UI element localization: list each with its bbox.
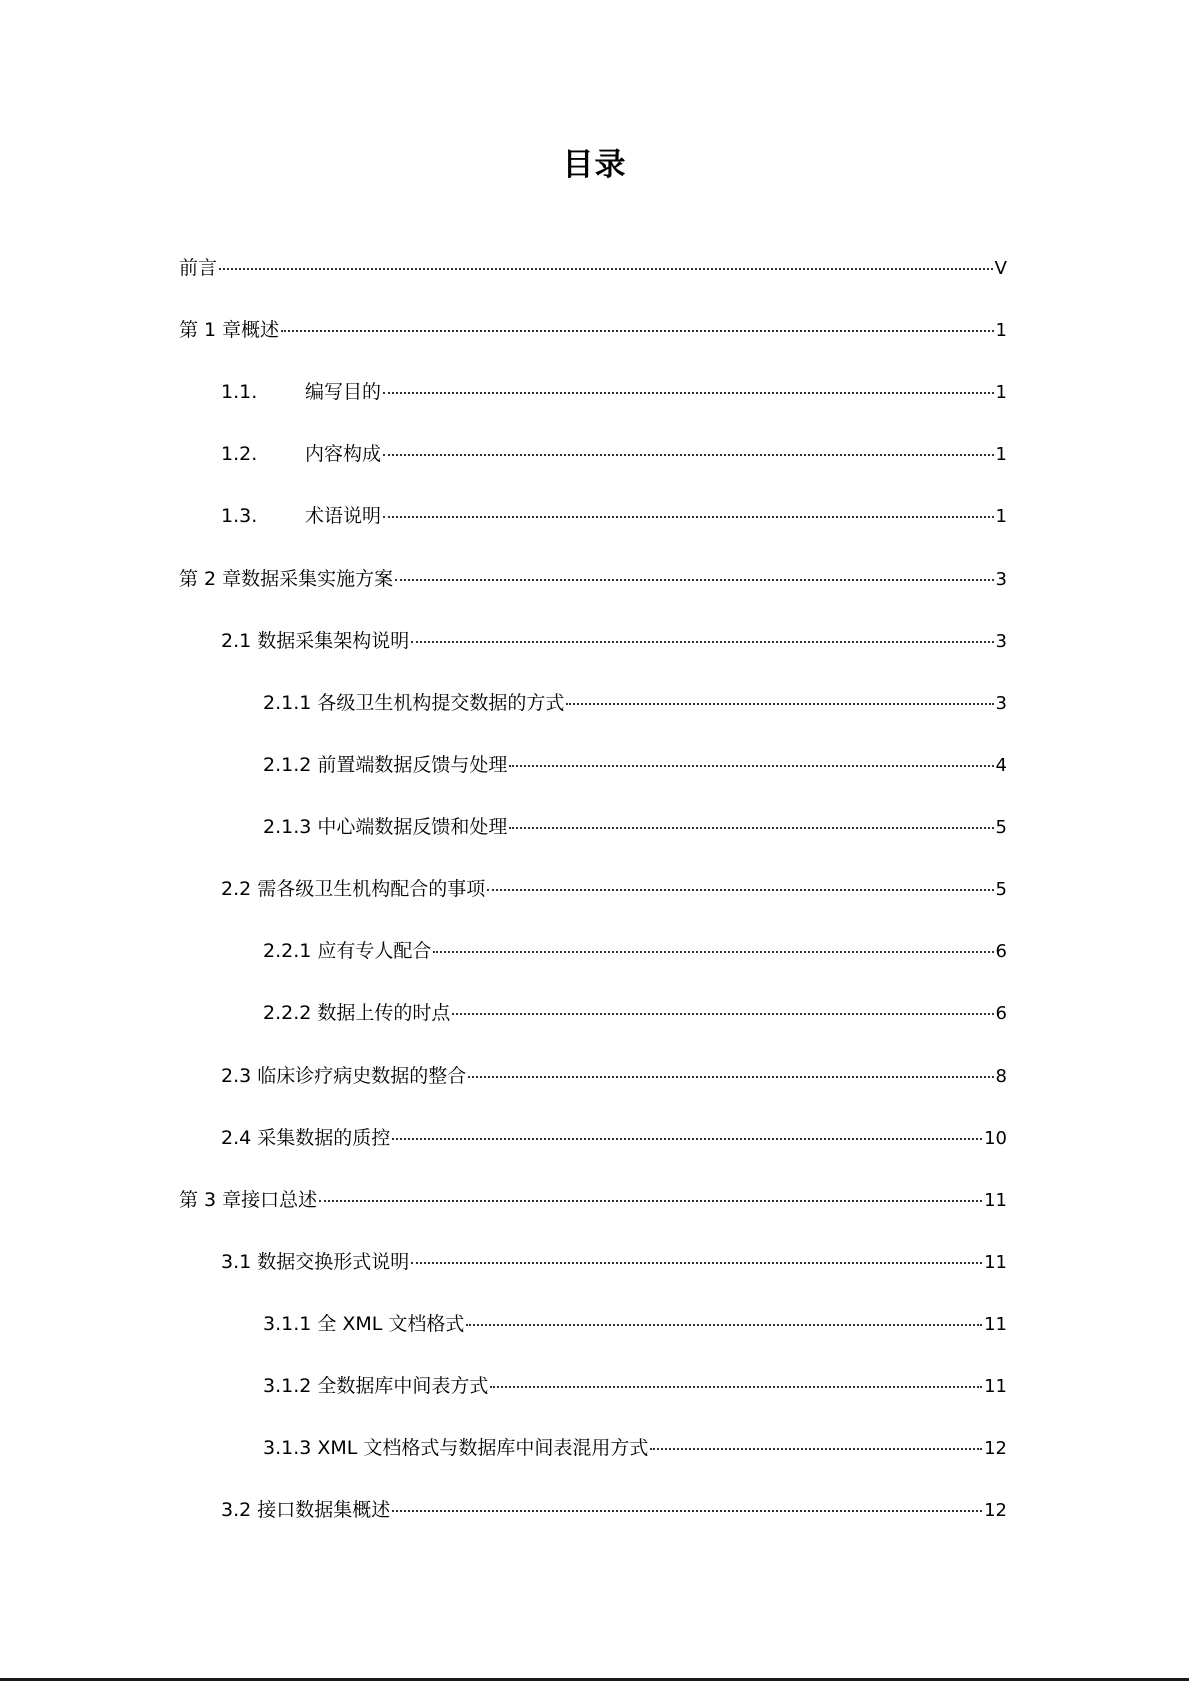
toc-entry-3-2[interactable] [221, 1497, 1007, 1523]
toc-entry-number: 2.1 [221, 630, 252, 652]
toc-entry-number: 第 1 章 [179, 319, 242, 341]
toc-dot-leader [650, 1448, 982, 1450]
toc-entry-number: 2.2.2 [263, 1002, 312, 1024]
toc-dot-leader [319, 1200, 982, 1202]
toc-entry-number: 2.1.1 [263, 692, 312, 714]
toc-dot-leader [383, 516, 994, 518]
toc-entry-number: 2.3 [221, 1065, 252, 1087]
toc-entry-2-2-2[interactable] [263, 1000, 1007, 1026]
toc-page-number: 11 [984, 1314, 1007, 1335]
toc-entry-text: 中心端数据反馈和处理 [317, 816, 508, 838]
toc-page-number: 1 [995, 382, 1007, 403]
toc-entry-number: 3.1.2 [263, 1375, 312, 1397]
toc-dot-leader [487, 889, 993, 891]
toc-entry-chapter-2[interactable] [179, 566, 1007, 592]
toc-dot-leader [281, 330, 993, 332]
toc-page-number: 11 [984, 1376, 1007, 1397]
toc-entry-2-3[interactable] [221, 1063, 1007, 1089]
toc-entry-number: 2.1.3 [263, 816, 312, 838]
toc-entry-number: 第 2 章 [179, 568, 242, 590]
toc-dot-leader [452, 1013, 993, 1015]
toc-entry-text: XML 文档格式与数据库中间表混用方式 [317, 1437, 649, 1459]
toc-dot-leader [466, 1324, 982, 1326]
toc-entry-number: 3.1.1 [263, 1313, 312, 1335]
toc-entry-3-1-1[interactable] [263, 1311, 1007, 1337]
toc-page-number: 10 [984, 1128, 1007, 1149]
toc-dot-leader [433, 951, 993, 953]
toc-dot-leader [490, 1386, 982, 1388]
toc-page-number: 11 [984, 1252, 1007, 1273]
toc-entry-3-1[interactable] [221, 1249, 1007, 1275]
toc-entry-number: 3.1 [221, 1251, 252, 1273]
toc-entry-2-1-2[interactable] [263, 752, 1007, 778]
toc-entry-number: 3.2 [221, 1499, 252, 1521]
toc-entry-text: 内容构成 [305, 443, 382, 465]
toc-entry-number: 1.3. [221, 505, 258, 527]
toc-entry-text: 全数据库中间表方式 [317, 1375, 489, 1397]
toc-page-number: V [994, 258, 1007, 279]
toc-entry-text: 全 XML 文档格式 [317, 1313, 465, 1335]
toc-entry-number: 1.2. [221, 443, 258, 465]
toc-dot-leader [392, 1138, 982, 1140]
toc-page-number: 4 [995, 755, 1007, 776]
toc-dot-leader [383, 392, 994, 394]
toc-dot-leader [411, 1262, 982, 1264]
toc-entry-text: 数据交换形式说明 [257, 1251, 410, 1273]
toc-page-number: 3 [995, 631, 1007, 652]
toc-entry-number: 2.1.2 [263, 754, 312, 776]
toc-entry-preface[interactable] [179, 255, 1007, 281]
toc-page-number: 8 [995, 1066, 1007, 1087]
toc-dot-leader [383, 454, 994, 456]
toc-entry-text: 术语说明 [305, 505, 382, 527]
toc-entry-text: 前置端数据反馈与处理 [317, 754, 508, 776]
toc-entry-1-3[interactable] [221, 503, 1007, 529]
toc-entry-number: 2.4 [221, 1127, 252, 1149]
toc-title: 目录 [562, 147, 627, 183]
toc-page-number: 3 [995, 569, 1007, 590]
toc-entry-text: 接口总述 [241, 1189, 318, 1211]
toc-page-number: 3 [995, 693, 1007, 714]
toc-entry-1-2[interactable] [221, 441, 1007, 467]
toc-entry-text: 接口数据集概述 [257, 1499, 391, 1521]
toc-page-number: 6 [995, 941, 1007, 962]
toc-entry-2-1-1[interactable] [263, 690, 1007, 716]
toc-dot-leader [566, 703, 993, 705]
toc-entry-text: 数据上传的时点 [317, 1002, 451, 1024]
toc-dot-leader [509, 765, 993, 767]
toc-entry-2-4[interactable] [221, 1125, 1007, 1151]
toc-entry-text: 概述 [241, 319, 280, 341]
toc-page-number: 1 [995, 320, 1007, 341]
toc-dot-leader [411, 641, 993, 643]
toc-page-number: 5 [995, 879, 1007, 900]
toc-dot-leader [392, 1510, 982, 1512]
toc-entry-2-1[interactable] [221, 628, 1007, 654]
toc-page-number: 6 [995, 1003, 1007, 1024]
toc-entry-text: 应有专人配合 [317, 940, 432, 962]
toc-page-number: 12 [984, 1500, 1007, 1521]
toc-entry-text: 各级卫生机构提交数据的方式 [317, 692, 565, 714]
toc-dot-leader [509, 827, 993, 829]
toc-page-number: 5 [995, 817, 1007, 838]
toc-entry-number: 2.2.1 [263, 940, 312, 962]
toc-entry-3-1-2[interactable] [263, 1373, 1007, 1399]
toc-page-number: 11 [984, 1190, 1007, 1211]
toc-entry-1-1[interactable] [221, 379, 1007, 405]
toc-entry-text: 编写目的 [305, 381, 382, 403]
toc-entry-3-1-3[interactable] [263, 1435, 1007, 1461]
toc-dot-leader [468, 1076, 993, 1078]
toc-entry-number: 3.1.3 [263, 1437, 312, 1459]
toc-entry-text: 前言 [179, 257, 218, 279]
toc-entry-2-2[interactable] [221, 876, 1007, 902]
toc-entry-chapter-3[interactable] [179, 1187, 1007, 1213]
toc-entry-2-1-3[interactable] [263, 814, 1007, 840]
toc-entry-text: 数据采集架构说明 [257, 630, 410, 652]
toc-entry-chapter-1[interactable] [179, 317, 1007, 343]
toc-entry-number: 1.1. [221, 381, 258, 403]
toc-entry-text: 临床诊疗病史数据的整合 [257, 1065, 467, 1087]
toc-entry-text: 需各级卫生机构配合的事项 [257, 878, 486, 900]
toc-entry-number: 2.2 [221, 878, 252, 900]
toc-page-number: 1 [995, 444, 1007, 465]
toc-entry-text: 采集数据的质控 [257, 1127, 391, 1149]
toc-entry-2-2-1[interactable] [263, 938, 1007, 964]
toc-dot-leader [395, 579, 993, 581]
toc-page-number: 12 [984, 1438, 1007, 1459]
toc-entry-text: 数据采集实施方案 [241, 568, 394, 590]
toc-dot-leader [219, 268, 993, 270]
toc-entry-number: 第 3 章 [179, 1189, 242, 1211]
toc-page-number: 1 [995, 506, 1007, 527]
